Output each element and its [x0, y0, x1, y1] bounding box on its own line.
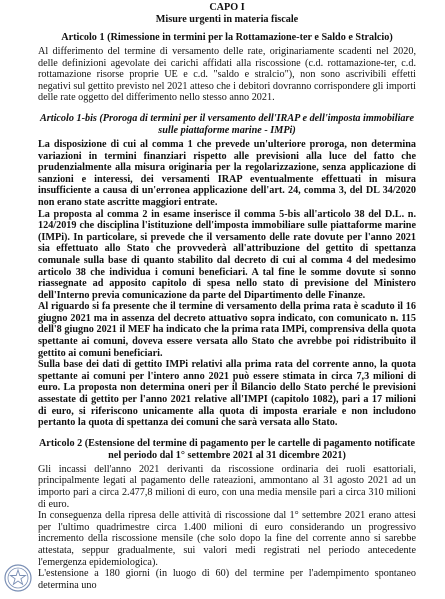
chapter-heading: CAPO I — [209, 2, 245, 13]
article-1bis-paragraph-3: Al riguardo si fa presente che il termine di versamento della prima rata è scaduto il 16 giugno 2021 ma in assenza del decreto attuativo sopra indicato, con comunicato n. 115 dell'8 giugno 2021 il MEF ha indicato che la prima rata IMPi, comprensiva della quota spettante ai comuni, doveva essere versata allo Stato che avrebbe poi ridistribuito il gettito ai comuni beneficiari. — [38, 301, 416, 359]
article-1bis-paragraph-2: La proposta al comma 2 in esame inserisce il comma 5-bis all'articolo 38 del D.L. n. 124/2019 che disciplina l'istituzione dell'imposta immobiliare sulle piattaforme marine (IMPi). In particolare, si prevede che il versamento delle rate dovute per l'anno 2021 sia effettuato allo Stato che provvederà all'attribuzione del gettito di spettanza comunale sulla base di quanto stabilito dal decreto di cui al comma 4 del medesimo articolo 38 che individua i comuni beneficiari. A tal fine le somme dovute si sonno riassegnate ad apposito capitolo di spesa nello stato di previsione del Ministero dell'Interno previa comunicazione da parte del Dipartimento delle Finanze. — [38, 208, 416, 301]
article-1bis-paragraph-1: La disposizione di cui al comma 1 che prevede un'ulteriore proroga, non determina variazioni in termini finanziari rispetto alle previsioni alla luce del fatto che prudenzialmente alla misura originaria per la regolarizzazione, senza applicazione di sanzioni e interessi, dei versamenti IRAP eventualmente effettuati in misura insufficiente a causa di un'erronea applicazione dell'art. 24, comma 3, del DL 34/2020 non erano state ascritte maggiori entrate. — [38, 138, 416, 208]
article-1bis-paragraph-4: Sulla base dei dati di gettito IMPi relativi alla prima rata del corrente anno, la quota spettante ai comuni per l'intero anno 2021 può essere stimata in circa 7,3 milioni di euro. La proposta non determina oneri per il Bilancio dello Stato perché le previsioni assestate di gettito per l'anno 2021 relative all'IMPI (capitolo 1082), pari a 17 milioni di euro, si riferiscono unicamente alla quota di imposta erariale e non includono pertanto la quota di spettanza dei comuni che sarà versata allo Stato. — [38, 359, 416, 429]
spacer — [38, 429, 416, 435]
document-body — [38, 2, 416, 591]
article-1bis-title: Articolo 1-bis (Proroga di termini per il versamento dell'IRAP e dell'imposta immobiliare sulle piattaforme marine - IMPi) — [39, 112, 414, 136]
article-2-paragraph-2: In conseguenza della ripresa delle attività di riscossione dal 1° settembre 2021 erano attesi per l'ultimo quadrimestre circa 1.400 milioni di euro considerando un progressivo incremento della riscossione mensile (che solo dopo la fine del corrente anno si sarebbe attestata, seppur gradualmente, sui valori medi registrati nel periodo antecedente l'emergenza epidemiologica). — [38, 510, 416, 568]
spacer — [38, 104, 416, 110]
article-1-title: Articolo 1 (Rimessione in termini per la Rottamazione-ter e Saldo e Stralcio) — [61, 32, 393, 43]
article-2-title: Articolo 2 (Estensione del termine di pagamento per le cartelle di pagamento notificate nel periodo dal 1° settembre 2021 al 31 dicembre 2021) — [38, 437, 416, 461]
article-1-paragraph: Al differimento del termine di versamento delle rate, originariamente scadenti nel 2020, delle definizioni agevolate dei carichi affidati alla riscossione (c.d. rottamazione-ter, c.d. rottamazione risorse proprie UE e c.d. "saldo e stralcio"), non sono ascrivibili effetti negativi sul gettito previsto nel 2021 atteso che i debitori dovranno corrispondere gli importi delle rate oggetto del differimento nello stesso anno 2021. — [38, 46, 416, 104]
republic-emblem-icon — [4, 564, 32, 592]
article-2-paragraph-1: Gli incassi dell'anno 2021 derivanti da riscossione ordinaria dei ruoli esattoriali, principalmente legati al pagamento delle rateazioni, ammontano al 31 agosto 2021 ad un importo pari a circa 2.477,8 milioni di euro, con una media mensile pari a circa 310 milioni di euro. — [38, 463, 416, 510]
article-2-paragraph-3 — [38, 568, 416, 591]
article-2-paragraph-3-text: L'estensione a 180 giorni (in luogo di 60) del termine per l'adempimento spontaneo determina uno — [38, 568, 416, 591]
chapter-subtitle: Misure urgenti in materia fiscale — [155, 14, 299, 25]
